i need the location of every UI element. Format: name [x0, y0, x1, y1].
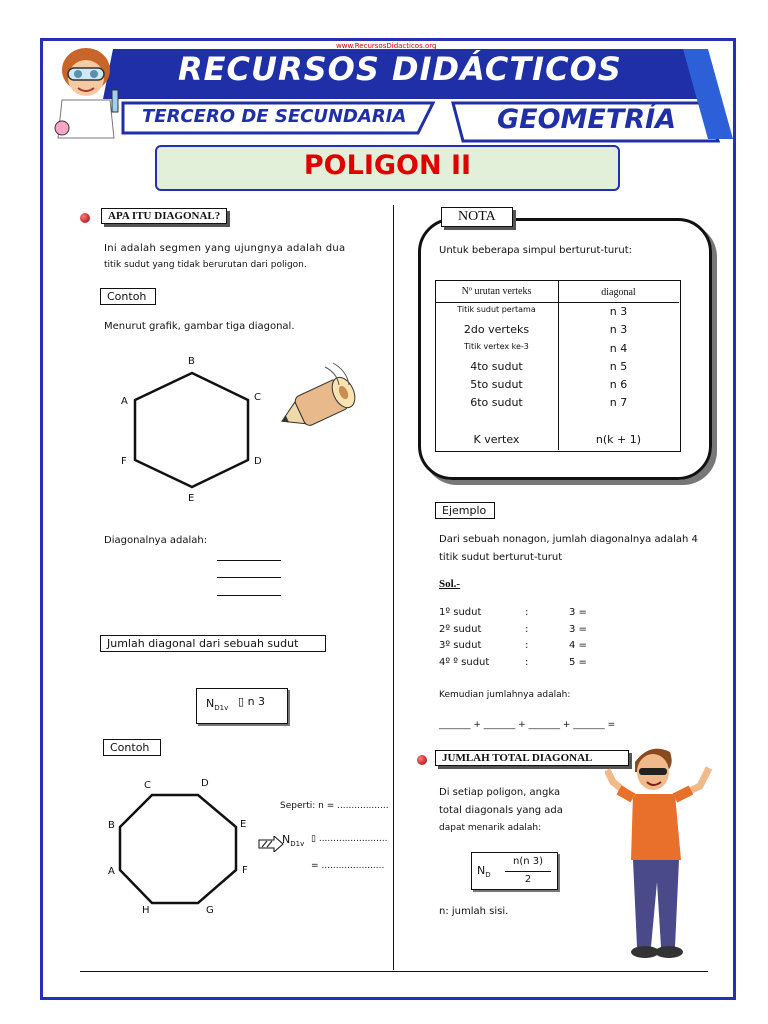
nd-dots: ▯ ........................ — [311, 834, 388, 844]
table-row — [435, 358, 679, 376]
section-heading-diagonal: APA ITU DIAGONAL? — [101, 208, 227, 224]
table-row — [435, 340, 679, 358]
ejemplo-row — [439, 607, 639, 624]
one-vertex-box: Jumlah diagonal dari sebuah sudut — [100, 635, 326, 652]
table-cell-vertex: 5to sudut — [470, 378, 523, 392]
total-line-1: Di setiap poligon, angka — [439, 787, 561, 798]
ejemplo-row-label: 2º sudut — [439, 623, 482, 635]
table-cell-vertex: K vertex — [473, 433, 520, 447]
hex-label-a: A — [121, 396, 128, 407]
solution-label: Sol.- — [439, 578, 461, 590]
oct-label-a: A — [108, 866, 115, 877]
ejemplo-row-label: 3º sudut — [439, 640, 482, 651]
bullet-icon — [417, 755, 427, 765]
table-row — [435, 394, 679, 412]
answer-line — [217, 595, 281, 596]
grade-label: TERCERO DE SECUNDARIA — [142, 106, 407, 127]
oct-label-b: B — [108, 820, 115, 831]
total-line-3: dapat menarik adalah: — [439, 823, 542, 833]
table-cell-diagonal: n 7 — [609, 396, 628, 410]
hex-label-f: F — [121, 456, 127, 467]
arrow-icon — [258, 836, 284, 852]
page-title: POLIGON II — [303, 150, 472, 181]
ejemplo-row-value: 3 = — [569, 607, 587, 618]
definition-line-2: titik sudut yang tidak berurutan dari poligon. — [104, 260, 307, 270]
table-col2-header: diagonal — [601, 287, 636, 298]
formula-lhs: $N_{D1v}$ — [206, 697, 229, 713]
table-cell-vertex: Titik sudut pertama — [457, 305, 536, 314]
ejemplo-row-label: 1º sudut — [439, 607, 482, 618]
ejemplo-row — [439, 624, 639, 641]
banner-title: RECURSOS DIDÁCTICOS — [178, 50, 622, 88]
subject-label: GEOMETRÍA — [497, 104, 677, 135]
oct-label-e: E — [240, 819, 247, 830]
ejemplo-line-1: Dari sebuah nonagon, jumlah diagonalnya adalah 4 — [439, 534, 698, 545]
ejemplo-row — [439, 640, 639, 657]
table-row — [435, 431, 679, 449]
nota-intro: Untuk beberapa simpul berturut-turut: — [439, 245, 632, 256]
sum-line: _______ + _______ + _______ + _______ = — [439, 720, 616, 730]
hexagon-figure — [115, 355, 365, 505]
seperti-text: Seperti: n = .................. — [280, 801, 389, 811]
ejemplo-row-colon: : — [525, 623, 529, 635]
hex-label-b: B — [188, 356, 195, 367]
table-cell-diagonal: n 3 — [609, 305, 628, 318]
eq-dots: = ...................... — [311, 861, 385, 871]
formula-rhs: ▯ n 3 — [238, 695, 266, 708]
ejemplo-row-label: 4º º sudut — [439, 656, 490, 668]
total-heading: JUMLAH TOTAL DIAGONAL — [435, 750, 629, 766]
answer-line — [217, 577, 281, 578]
hex-label-d: D — [254, 456, 262, 467]
table-cell-diagonal: n 6 — [609, 378, 628, 392]
ejemplo-line-2: titik sudut berturut-turut — [439, 552, 563, 563]
sum-label: Kemudian jumlahnya adalah: — [439, 690, 571, 700]
table-cell-diagonal: n 5 — [609, 359, 628, 373]
ejemplo-row-colon: : — [525, 607, 529, 618]
table-row — [435, 376, 679, 394]
hex-label-c: C — [254, 392, 261, 403]
ejemplo-row-value: 5 = — [569, 656, 587, 668]
table-col1-header: Nº urutan verteks — [461, 286, 532, 297]
table-cell-vertex: Titik vertex ke-3 — [464, 341, 529, 351]
table-cell-vertex: 6to sudut — [470, 396, 523, 410]
ejemplo-label: Ejemplo — [435, 502, 495, 519]
bottom-rule — [80, 971, 708, 972]
oct-label-h: H — [142, 905, 150, 916]
table-cell-diagonal: n(k + 1) — [595, 433, 642, 447]
table-cell-diagonal: n 3 — [609, 323, 628, 337]
table-cell-vertex: 4to sudut — [470, 359, 523, 373]
definition-line-1: Ini adalah segmen yang ujungnya adalah dua — [104, 243, 346, 254]
ejemplo-row-value: 4 = — [569, 640, 587, 651]
banner-url[interactable]: www.RecursosDidacticos.org — [336, 42, 437, 50]
oct-label-d: D — [201, 778, 209, 789]
ejemplo-row — [439, 657, 639, 674]
table-cell-vertex: 2do verteks — [463, 323, 530, 337]
table-cell-diagonal: n 4 — [609, 341, 628, 355]
oct-label-g: G — [206, 905, 214, 916]
ejemplo-row-colon: : — [525, 656, 529, 668]
table-row — [435, 321, 679, 339]
scientist-illustration — [48, 40, 128, 140]
answer-line — [217, 560, 281, 561]
oct-label-f: F — [242, 865, 248, 876]
diagonals-label: Diagonalnya adalah: — [104, 535, 208, 546]
table-body — [435, 303, 679, 449]
total-line-2: total diagonals yang ada — [439, 805, 563, 816]
total-formula-numerator: n(n 3) — [512, 856, 544, 867]
column-divider — [393, 205, 394, 970]
ejemplo-row-colon: : — [525, 640, 529, 651]
nota-label: NOTA — [441, 207, 513, 227]
example-label: Contoh — [100, 288, 156, 305]
total-formula-denominator: 2 — [524, 874, 532, 885]
example-text: Menurut grafik, gambar tiga diagonal. — [104, 321, 295, 332]
oct-label-c: C — [144, 780, 151, 791]
student-illustration — [605, 742, 720, 967]
nd-label: $N_{D1v}$ — [282, 833, 305, 849]
octagon-figure — [100, 770, 260, 920]
hex-label-e: E — [188, 493, 195, 504]
table-row — [435, 303, 679, 321]
ejemplo-rows — [439, 607, 639, 673]
total-note: n: jumlah sisi. — [439, 906, 509, 917]
table-row — [435, 413, 679, 431]
bullet-icon — [80, 213, 90, 223]
fraction-bar — [505, 871, 551, 872]
total-formula-lhs: $N_D$ — [477, 864, 491, 880]
example2-label: Contoh — [103, 739, 161, 756]
ejemplo-row-value: 3 = — [569, 623, 587, 635]
